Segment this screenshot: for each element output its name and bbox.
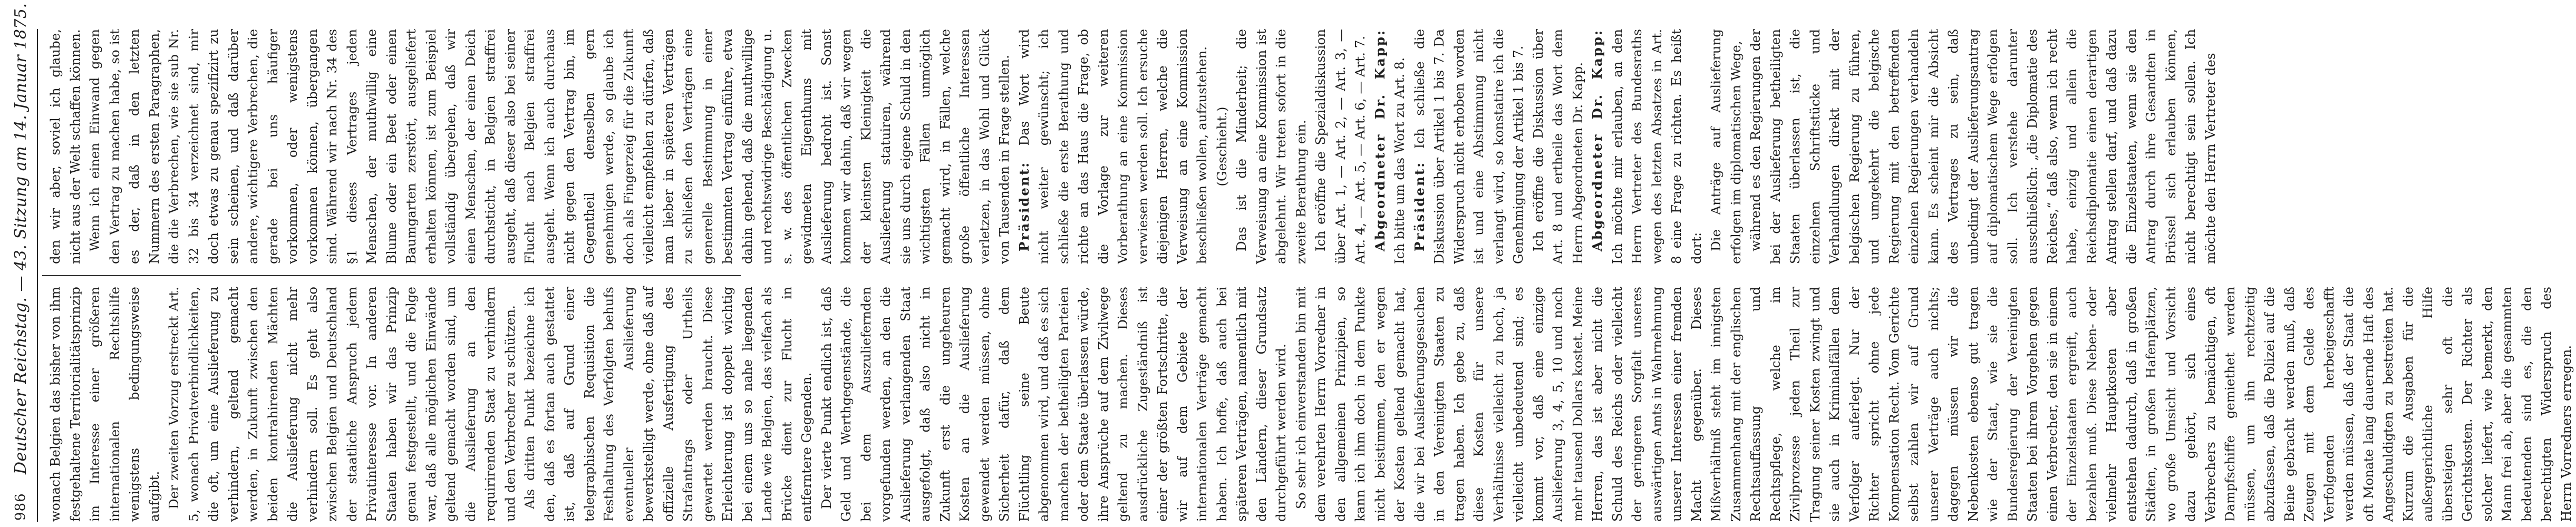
speaker-label: Präsident: [1016, 161, 1032, 251]
speaker-label: Abgeordneter Dr. Kapp: [1372, 29, 1388, 251]
paragraph: während es den Regierungen der bei der Auslieferung betheiligten Staaten überlassen ist, die einzelnen Schriftstücke und Verhandlungen direkt mit der belgischen Regierung zu führen, und umgekehrt die belgische Regierung mit den betreffenden einzelnen Regierungen verhandeln kann. Es scheint mir die Absicht des Vertrages zu sein, daß unbedingt der Auslieferungsantrag auf diplomatischem Wege erfolgen soll. Ich verstehe darunter ausschließlich: „die Diplomatie des Reiches,“ daß also, wenn ich recht habe, einzig und allein die Reichsdiplomatie einen derartigen Antrag stellen darf, und daß dazu die Einzelstaaten, wenn sie den Antrag durch ihre Gesandten in Brüssel sich erlauben können, nicht berechtigt sein sollen. Ich möchte den Herrn Vertreter des [1748, 29, 2218, 264]
speaker-label: Präsident: [1411, 161, 1427, 251]
speech-text: Ich möchte mir erlauben, an den Herrn Vertreter des Bundesraths wegen des letzten Absatzes in Art. 8 eine Frage zu richten. Es heißt dort: [1609, 29, 1704, 264]
paragraph: den wir aber, soviel ich glaube, nicht aus der Welt schaffen können. [47, 29, 83, 264]
paragraph: Als dritten Punkt bezeichne ich den, daß es fortan auch gestattet ist, daß auf Grund einer telegraphischen Requisition die Festhaltung des Verfolgten behufs eventueller Auslieferung bewerkstelligt werde, ohne daß auf offizielle Ausfertigung des Strafantrags oder Urtheils gewartet werden braucht. Diese Erleichterung ist doppelt wichtig bei einem uns so nahe liegenden Lande wie Belgien, das vielfach als Brücke dient zur Flucht in entferntere Gegenden. [522, 287, 814, 522]
paragraph [1370, 29, 1410, 264]
paragraph: Ich eröffne die Spezialdiskussion über Art. 1, — Art. 2, — Art. 3, — Art. 4, — Art. 5, — Art. 6, — Art. 7. [1313, 29, 1368, 264]
paragraph: Ich eröffne die Diskussion über Art. 8 und ertheile das Wort dem Herrn Abgeordneten Dr. Kapp. [1530, 29, 1585, 264]
paragraph [1014, 29, 1212, 264]
speech-text: Ich bitte um das Wort zu Art. 8. [1392, 57, 1407, 264]
paragraph: Das ist die Minderheit; die Verweisung an eine Kommission ist abgelehnt. Wir treten sofort in die zweite Berathung ein. [1234, 29, 1309, 264]
paragraph: Wenn ich einen Einwand gegen den Vertrag zu machen habe, so ist es der, daß in den letzten Nummern des ersten Paragraphen, die die Verbrechen, wie sie sub Nr. 32 bis 34 verzeichnet sind, mir doch etwas zu genau spezifizirt zu sein scheinen, und daß darüber andere, wichtigere Verbrechen, die gerade bei uns häufiger vorkommen, oder wenigstens vorkommen können, übergangen sind. Während wir nach Nr. 34 des §1 dieses Vertrages jeden Menschen, der muthwillig eine Blume oder ein Beet oder einen Baumgarten zerstört, ausgeliefert erhalten können, ist zum Beispiel vollständig übergehen, daß wir einen Menschen, der einen Deich durchsticht, in Belgien straffrei ausgeht, daß dieser also bei seiner Flucht nach Belgien straffrei ausgeht. Wenn ich auch durchaus nicht gegen den Vertrag bin, im Gegentheil denselben gern genehmigen werde, so glaube ich doch als Fingerzeig für die Zukunft vielleicht empfehlen zu dürfen, daß man lieber in späteren Verträgen zu schließen den Verträgen eine generelle Bestimmung in einer bestimmten Vertrag einführe, etwa dahin gehend, daß die muthwillige und rechtswidrige Beschädigung u. s. w. des öffentlichen Zwecken gewidmeten Eigenthums mit Auslieferung bedroht ist. Sonst kommen wir dahin, daß wir wegen der kleinsten Kleinigkeit die Auslieferung statuiren, während sie uns durch eigene Schuld in den wichtigsten Fällen unmöglich gemacht wird, in Fällen, welche große öffentliche Interessen verletzen, in das Wohl und Glück von Tausenden in Frage stellen. [87, 29, 1012, 264]
page-number: 986 [13, 493, 28, 521]
column-divider [42, 275, 741, 276]
left-column [45, 287, 2574, 522]
paragraph: wonach Belgien das bisher von ihm festgehaltene Territorialitätsprinzip im Interesse einer größeren internationalen Rechtshilfe wenigstens bedingungsweise aufgibt. [47, 287, 162, 522]
paragraph: (Geschieht.) [1214, 106, 1229, 187]
right-column [45, 29, 2218, 264]
paragraph: Die Anträge auf Auslieferung erfolgen im diplomatischen Wege, [1708, 29, 1744, 264]
running-title: Deutscher Reichstag. — 43. Sitzung am 14. Januar 1875. [12, 3, 30, 474]
paragraph: Der zweiten Vorzug erstreckt Art. 5, wonach Privatverbindlichkeiten, die oft, um eine Auslieferung zu verhindern, geltend gemacht werden, in Zukunft zwischen den beiden kontrahirenden Mächten die Auslieferung nicht mehr verhindern soll. Es geht also zwischen Belgien und Deutschland der staatliche Anspruch jedem Privatinteresse vor. In anderen Staaten haben wir das Prinzip genau festgestellt, und die Folge war, daß alle möglichen Einwände geltend gemacht worden sind, um die Auslieferung an den requirirenden Staat zu verhindern und den Verbrecher zu schützen. [166, 287, 518, 522]
page-content [5, 3, 2574, 522]
paragraph [1587, 29, 1706, 264]
paragraph: So sehr ich einverstanden bin mit dem verehrten Herrn Vorredner in den allgemeinen Prinzipien, so kann ich ihm doch in dem Punkte nicht beistimmen, den er wegen der Kosten geltend gemacht hat, die wir bei Auslieferungsgesuchen in den Vereinigten Staaten zu tragen haben. Ich gebe zu, daß diese Kosten für unsere Verhältnisse vielleicht zu hoch, ja vielleicht unbedeutend sind; es kommt vor, daß eine einzige Auslieferung 3, 4, 5, 10 und noch mehr tausend Dollars kostet. Meine Herren, das ist aber nicht die Schuld des Reichs oder vielleicht der geringeren Sorgfalt unseres auswärtigen Amts in Wahrnehmung unserer Interessen einer fremden Macht gegenüber. Dieses Mißverhältniß steht im innigsten Zusammenhang mit der englischen Rechtsauffassung und Rechtspflege, welche im Zivilprozesse jeden Theil zur Tragung seiner Kosten zwingt und sie auch in Kriminalfällen dem Verfolger auferlegt. Nur der Richter spricht ohne jede Kompensation Recht. Vom Gerichte selbst zahlen wir auf Grund unserer Verträge auch nichts; dagegen müssen wir die Nebenkosten ebenso gut tragen wie der Staat, wie sie die Bundesregierung der Vereinigten Staaten bei ihrem Vorgehen gegen einen Verbrecher, den sie in einem der Einzelstaaten ergreift, auch bezahlen muß. Diese Neben- oder vielmehr Hauptkosten aber entstehen dadurch, daß in großen Städten, in großen Hafenplätzen, wo große Umsicht und Vorsicht dazu gehört, sich eines Verbrechers zu bemächtigen, oft Dampfschiffe gemiethet werden müssen, um ihn rechtzeitig abzufassen, daß die Polizei auf die Beine gebracht werden muß, daß Zeugen mit dem Gelde des Verfolgenden herbeigeschafft werden müssen, daß der Staat die oft Monate lang dauernde Haft des Angeschuldigten zu bestreiten hat. Kurzum die Ausgaben für die außergerichtliche Hilfe übersteigen sehr oft die Gerichtskosten. Der Richter als solcher liefert, wie bemerkt, den Mann frei ab, aber die gesammten bedeutenden sind es, die den berechtigten Widerspruch des Herrn Vorredners erregen. [1293, 287, 2574, 522]
page-header [5, 3, 38, 522]
speech-text: Das Wort wird nicht weiter gewünscht; ich schließe die erste Berathung und richte an das Haus die Frage, ob die Vorlage zur weiteren Vorberathung an eine Kommission verwiesen werden soll. Ich ersuche diejenigen Herren, welche die Verweisung an eine Kommission beschließen wollen, aufzustehen. [1016, 29, 1209, 264]
paragraph [1410, 29, 1528, 264]
paragraph: Der vierte Punkt endlich ist, daß Geld und Werthgegenstände, die bei dem Auszuliefernden vorgefunden werden, an den die Auslieferung verlangenden Staat ausgefolgt, daß also nicht in Zukunft erst die ungeheuren Kosten an die Auslieferung gewendet werden müssen, ohne Sicherheit dafür, daß dem Flüchtling seine Beute abgenommen wird, und daß es sich manchen der betheiligten Parteien oder dem Staate überlassen würde, ihre Ansprüche auf dem Zivilwege geltend zu machen. Dieses ausdrückliche Zugeständniß ist einer der größten Fortschritte, die wir auf dem Gebiete der internationalen Verträge gemacht haben. Ich hoffe, daß auch bei späteren Verträgen, namentlich mit den Ländern, dieser Grundsatz durchgeführt werden wird. [818, 287, 1289, 522]
speaker-label: Abgeordneter Dr. Kapp: [1590, 29, 1605, 251]
speech-text: Ich schließe die Diskussion über Artikel 1 bis 7. Da Widerspruch nicht erhoben worden ist und eine Abstimmung nicht verlangt wird, so konstatire ich die Genehmigung der Artikel 1 bis 7. [1411, 29, 1526, 264]
